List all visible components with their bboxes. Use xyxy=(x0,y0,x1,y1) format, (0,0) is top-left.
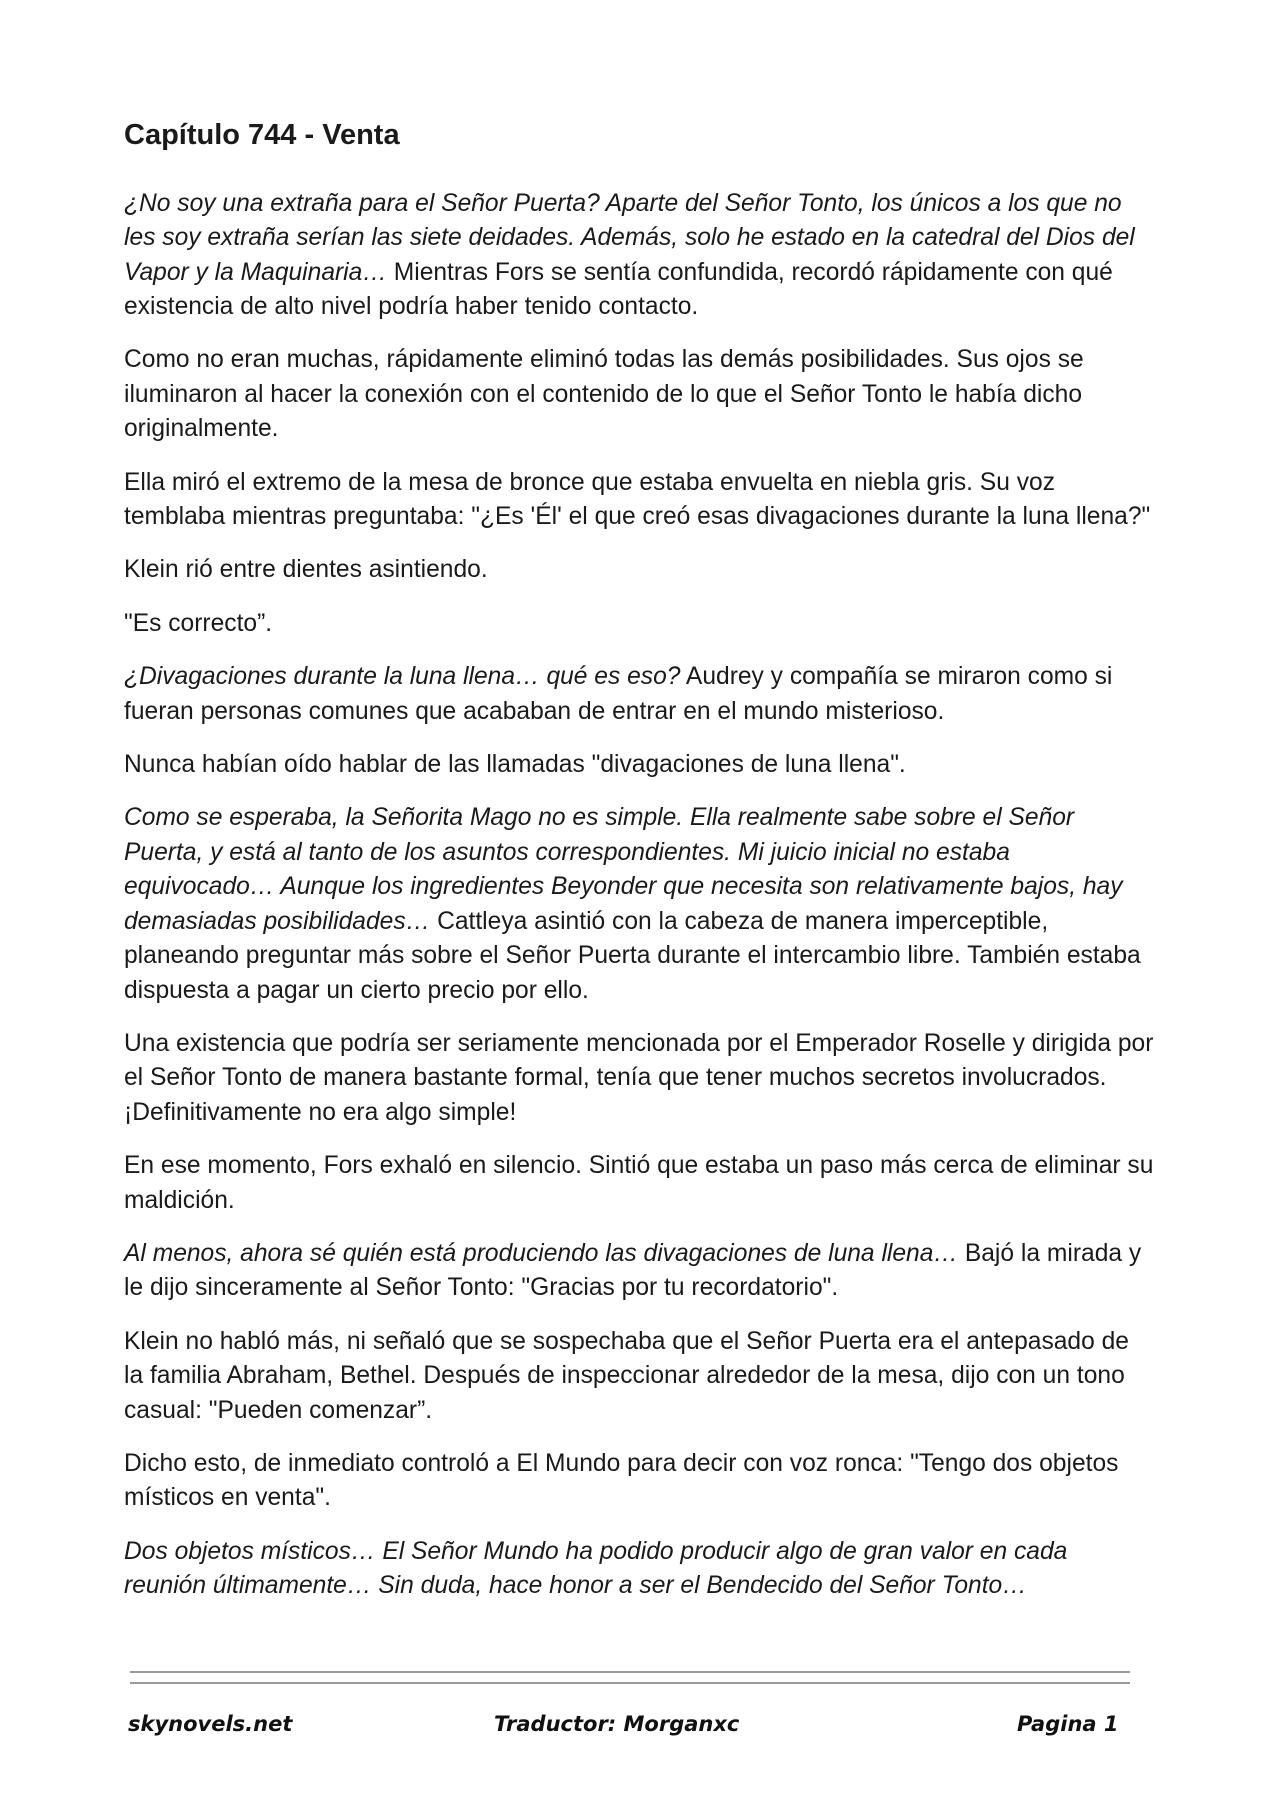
narrative-text: Bajó la mirada y le dijo sinceramente al Señor Tonto: "Gracias por tu recordatorio". xyxy=(124,1239,1142,1302)
italic-thought-text: ¿Divagaciones durante la luna llena… qué es eso? xyxy=(124,663,681,691)
narrative-text: Audrey y compañía se miraron como si fueran personas comunes que acababan de entrar en el mundo misterioso. xyxy=(124,663,1113,725)
italic-thought-text: Dos objetos místicos… El Señor Mundo ha podido producir algo de gran valor en cada reunión últimamente… Sin duda, hace honor a ser el Bendecido del Señor Tonto… xyxy=(124,1537,1068,1600)
paragraph xyxy=(124,1535,1154,1604)
paragraph-list xyxy=(124,187,1154,1604)
italic-thought-text: Al menos, ahora sé quién está produciendo las divagaciones de luna llena… xyxy=(124,1239,959,1267)
paragraph xyxy=(124,801,1154,1007)
narrative-text: Cattleya asintió con la cabeza de manera imperceptible, planeando preguntar más sobre el Señor Puerta durante el intercambio libre. También estaba dispuesta a pagar un cierto precio por ello. xyxy=(124,907,1141,1004)
narrative-text: Una existencia que podría ser seriamente mencionada por el Emperador Roselle y dirigida por el Señor Tonto de manera bastante formal, tenía que tener muchos secretos involucrados. ¡Definitivamente no era algo simple! xyxy=(124,1029,1154,1126)
paragraph xyxy=(124,607,1154,641)
footer-divider-bottom xyxy=(130,1682,1130,1684)
narrative-text: Ella miró el extremo de la mesa de bronce que estaba envuelta en niebla gris. Su voz temblaba mientras preguntaba: "¿Es 'Él' el que creó esas divagaciones durante la luna llena?" xyxy=(124,468,1151,531)
paragraph xyxy=(124,1325,1154,1428)
paragraph xyxy=(124,1447,1154,1516)
italic-thought-text: ¿No soy una extraña para el Señor Puerta? Aparte del Señor Tonto, los únicos a los que no les soy extraña serían las siete deidades. Además, solo he estado en la catedral del Dios del Vapor y la Maquinaria… xyxy=(124,189,1135,286)
narrative-text: Dicho esto, de inmediato controló a El Mundo para decir con voz ronca: "Tengo dos objetos místicos en venta". xyxy=(124,1449,1119,1512)
paragraph xyxy=(124,187,1154,325)
paragraph xyxy=(124,466,1154,535)
narrative-text: En ese momento, Fors exhaló en silencio. Sintió que estaba un paso más cerca de eliminar su maldición. xyxy=(124,1152,1154,1214)
footer-translator: Traductor: Morganxc xyxy=(494,1712,740,1736)
narrative-text: Klein rió entre dientes asintiendo. xyxy=(124,556,488,584)
narrative-text: Como no eran muchas, rápidamente eliminó todas las demás posibilidades. Sus ojos se iluminaron al hacer la conexión con el contenido de lo que el Señor Tonto le había dicho originalmente. xyxy=(124,346,1084,443)
footer-site: skynovels.net xyxy=(128,1712,293,1736)
paragraph xyxy=(124,343,1154,446)
narrative-text: "Es correcto”. xyxy=(124,609,273,637)
narrative-text: Nunca habían oído hablar de las llamadas "divagaciones de luna llena". xyxy=(124,751,906,779)
narrative-text: Klein no habló más, ni señaló que se sospechaba que el Señor Puerta era el antepasado de la familia Abraham, Bethel. Después de inspeccionar alrededor de la mesa, dijo con un tono casual: "Pueden comenzar”. xyxy=(124,1327,1129,1424)
italic-thought-text: Como se esperaba, la Señorita Mago no es simple. Ella realmente sabe sobre el Señor Puerta, y está al tanto de los asuntos correspondientes. Mi juicio inicial no estaba equivocado… Aunque los ingredientes Beyonder que necesita son relativamente bajos, hay demasiadas posibilidades… xyxy=(124,804,1123,935)
paragraph xyxy=(124,1149,1154,1218)
paragraph xyxy=(124,660,1154,729)
paragraph xyxy=(124,1027,1154,1130)
paragraph xyxy=(124,748,1154,782)
narrative-text: Mientras Fors se sentía confundida, recordó rápidamente con qué existencia de alto nivel podría haber tenido contacto. xyxy=(124,258,1113,321)
footer-divider-top xyxy=(130,1671,1130,1673)
document-body xyxy=(124,118,1154,1623)
footer-page-number: Pagina 1 xyxy=(1017,1712,1119,1736)
paragraph xyxy=(124,553,1154,587)
chapter-title: Capítulo 744 - Venta xyxy=(124,119,400,151)
paragraph xyxy=(124,1237,1154,1306)
